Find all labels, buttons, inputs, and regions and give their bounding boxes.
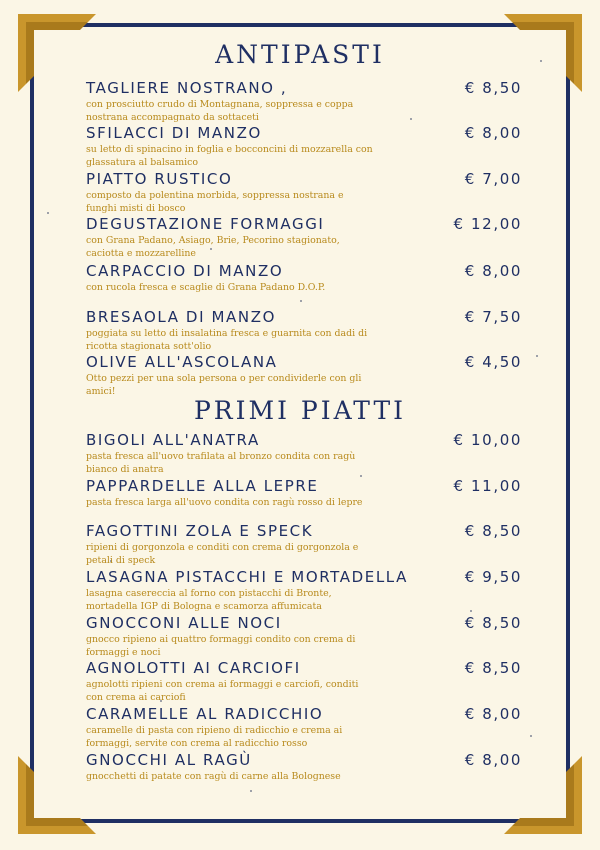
item-name: PIATTO RUSTICO bbox=[86, 170, 233, 188]
item-description: pasta fresca larga all'uovo condita con ragù rosso di lepre bbox=[86, 497, 363, 508]
item-name: BRESAOLA DI MANZO bbox=[86, 308, 276, 326]
menu-item bbox=[86, 353, 526, 398]
menu-item bbox=[86, 124, 526, 169]
item-description: poggiata su letto di insalatina fresca e guarnita con dadi di ricotta stagionata sott'olio bbox=[86, 328, 368, 352]
menu-item bbox=[86, 522, 526, 567]
item-price: € 7,00 bbox=[464, 170, 522, 188]
item-price: € 8,50 bbox=[464, 79, 522, 97]
item-price: € 7,50 bbox=[464, 308, 522, 326]
menu-item bbox=[86, 431, 526, 476]
menu-item bbox=[86, 215, 526, 260]
item-price: € 8,50 bbox=[464, 522, 522, 540]
item-name: AGNOLOTTI AI CARCIOFI bbox=[86, 659, 301, 677]
menu-item bbox=[86, 751, 526, 783]
item-name: CARPACCIO DI MANZO bbox=[86, 262, 284, 280]
item-description: composto da polentina morbida, soppressa nostrana e funghi misti di bosco bbox=[86, 190, 344, 214]
section-title-primi-piatti: PRIMI PIATTI bbox=[193, 396, 406, 425]
item-description: con rucola fresca e scaglie di Grana Padano D.O.P. bbox=[86, 282, 326, 293]
item-name: TAGLIERE NOSTRANO , bbox=[86, 79, 288, 97]
item-price: € 9,50 bbox=[464, 568, 522, 586]
item-description: Otto pezzi per una sola persona o per condividerle con gli amici! bbox=[86, 373, 362, 397]
menu-item bbox=[86, 308, 526, 353]
item-name: LASAGNA PISTACCHI E MORTADELLA bbox=[86, 568, 408, 586]
item-name: PAPPARDELLE ALLA LEPRE bbox=[86, 477, 319, 495]
item-price: € 8,00 bbox=[464, 751, 522, 769]
menu-item bbox=[86, 477, 526, 509]
section-title-antipasti: ANTIPASTI bbox=[215, 40, 385, 69]
item-price: € 8,00 bbox=[464, 262, 522, 280]
menu-item bbox=[86, 705, 526, 750]
menu-item bbox=[86, 614, 526, 659]
item-name: OLIVE ALL'ASCOLANA bbox=[86, 353, 278, 371]
menu-item bbox=[86, 659, 526, 704]
item-description: pasta fresca all'uovo trafilata al bronzo condita con ragù bianco di anatra bbox=[86, 451, 356, 475]
item-description: caramelle di pasta con ripieno di radicchio e crema ai formaggi, servite con crema al radicchio rosso bbox=[86, 725, 343, 749]
menu-item bbox=[86, 262, 526, 294]
item-name: DEGUSTAZIONE FORMAGGI bbox=[86, 215, 325, 233]
item-price: € 8,50 bbox=[464, 659, 522, 677]
item-price: € 10,00 bbox=[453, 431, 522, 449]
item-name: CARAMELLE AL RADICCHIO bbox=[86, 705, 324, 723]
menu-item bbox=[86, 79, 526, 124]
item-description: con prosciutto crudo di Montagnana, soppressa e coppa nostrana accompagnato da sottaceti bbox=[86, 99, 354, 123]
item-description: gnocchetti di patate con ragù di carne alla Bolognese bbox=[86, 771, 341, 782]
item-description: agnolotti ripieni con crema ai formaggi e carciofi, conditi con crema ai carciofi bbox=[86, 679, 359, 703]
item-name: SFILACCI DI MANZO bbox=[86, 124, 262, 142]
item-name: BIGOLI ALL'ANATRA bbox=[86, 431, 260, 449]
item-price: € 12,00 bbox=[453, 215, 522, 233]
menu-item bbox=[86, 170, 526, 215]
item-name: GNOCCONI ALLE NOCI bbox=[86, 614, 282, 632]
item-description: su letto di spinacino in foglia e bocconcini di mozzarella con glassatura al balsamico bbox=[86, 144, 373, 168]
item-price: € 8,00 bbox=[464, 705, 522, 723]
menu-item bbox=[86, 568, 526, 613]
item-description: ripieni di gorgonzola e conditi con crema di gorgonzola e petali di speck bbox=[86, 542, 359, 566]
item-description: gnocco ripieno ai quattro formaggi condito con crema di formaggi e noci bbox=[86, 634, 356, 658]
item-description: con Grana Padano, Asiago, Brie, Pecorino stagionato, caciotta e mozzarelline bbox=[86, 235, 340, 259]
item-price: € 11,00 bbox=[453, 477, 522, 495]
item-price: € 4,50 bbox=[464, 353, 522, 371]
item-description: lasagna casereccia al forno con pistacchi di Bronte, mortadella IGP di Bologna e scamorza affumicata bbox=[86, 588, 332, 612]
item-price: € 8,50 bbox=[464, 614, 522, 632]
item-name: GNOCCHI AL RAGÙ bbox=[86, 751, 252, 769]
item-name: FAGOTTINI ZOLA E SPECK bbox=[86, 522, 314, 540]
item-price: € 8,00 bbox=[464, 124, 522, 142]
